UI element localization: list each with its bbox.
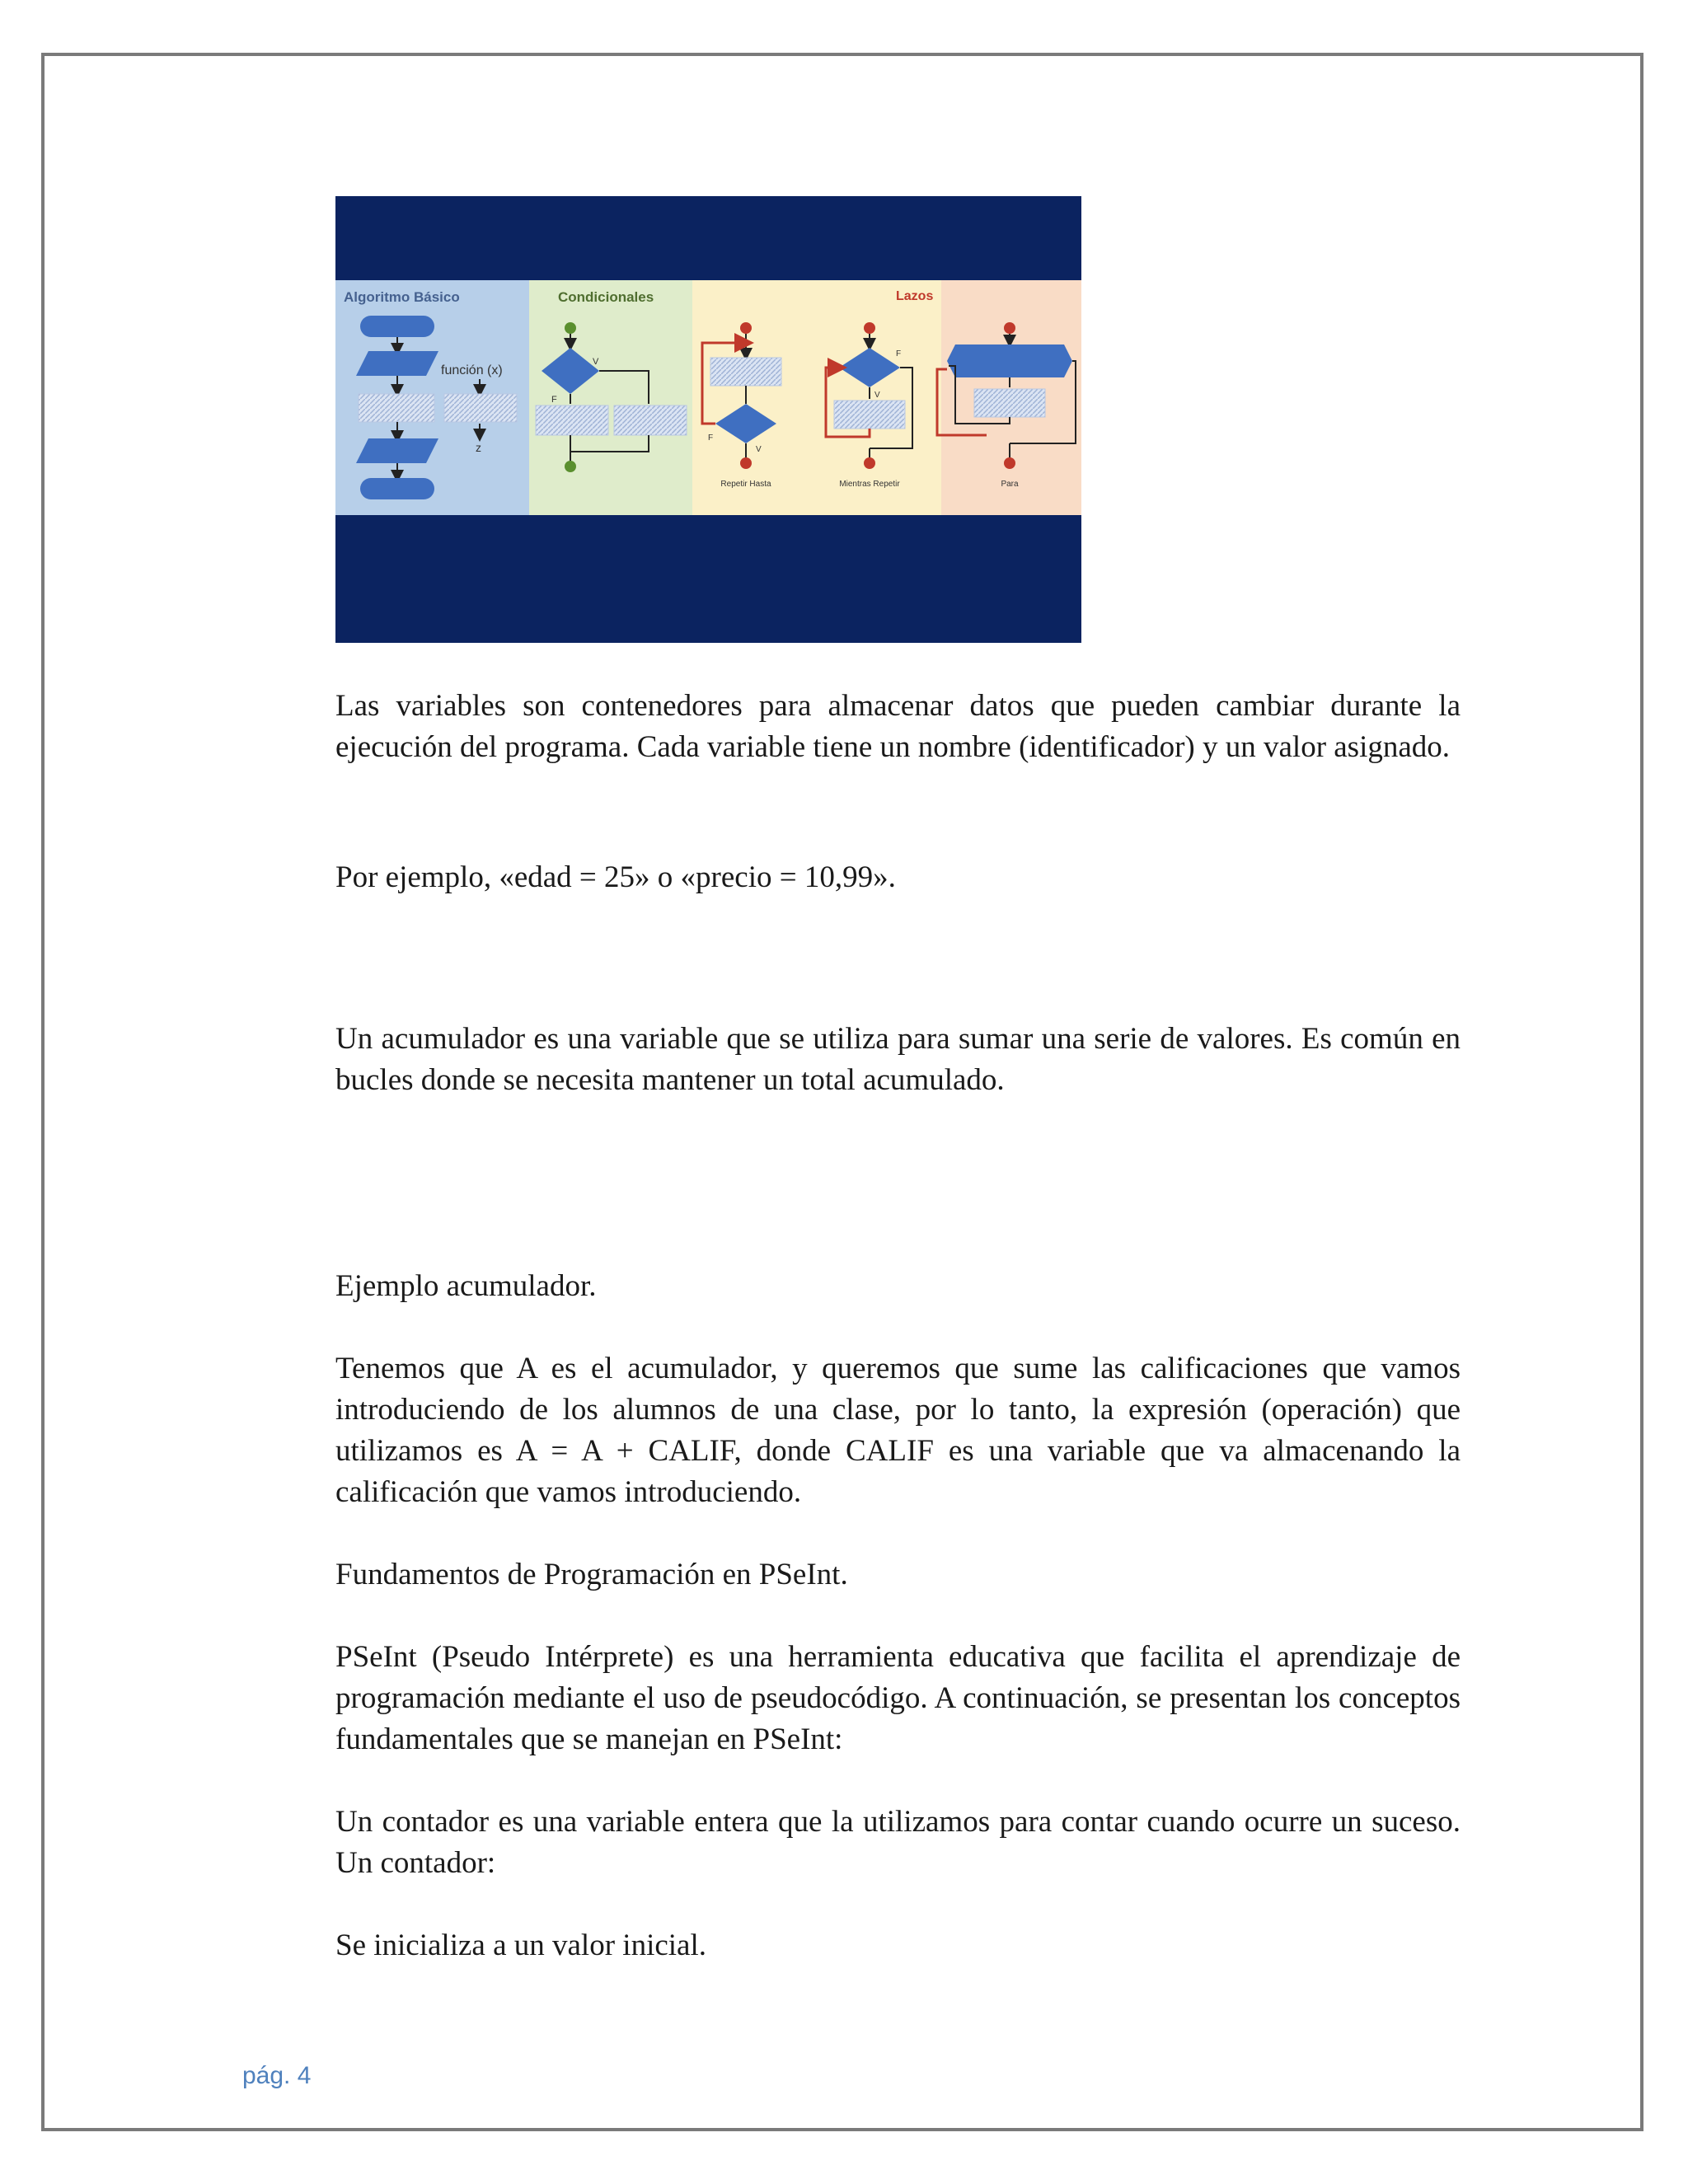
page-number: pág. 4 (242, 2062, 312, 2089)
paragraph-variables: Las variables son contenedores para almacenar datos que pueden cambiar durante la ejecución del programa. Cada variable tiene un nombre (identificador) y un valor asignado. (335, 689, 1461, 764)
paragraph-counter-init: Se inicializa a un valor inicial. (335, 1929, 706, 1962)
paragraph-accumulator-example: Tenemos que A es el acumulador, y queremos que sume las calificaciones que vamos introduciendo de los alumnos de una clase, por lo tanto, la expresión (operación) que utilizamos es A = A + CALIF, donde CALIF es una variable que va almacenando la calificación que vamos introduciendo. (335, 1352, 1461, 1509)
heading-accumulator-example: Ejemplo acumulador. (335, 1269, 597, 1303)
cond-f-label: F (551, 395, 557, 405)
repeat-f-label: F (708, 434, 714, 443)
repeat-v-label: V (756, 445, 762, 454)
cond-v-label: V (593, 357, 599, 367)
while-f-label: F (896, 349, 902, 359)
while-repeat-label: Mientras Repetir (839, 480, 900, 489)
while-v-label: V (874, 391, 880, 400)
for-label: Para (1001, 480, 1019, 489)
repeat-until-label: Repetir Hasta (720, 480, 771, 489)
section-title-loops: Lazos (896, 289, 934, 303)
function-label: función (x) (441, 363, 503, 377)
paragraph-variables-example: Por ejemplo, «edad = 25» o «precio = 10,99». (335, 860, 896, 894)
document-body (335, 0, 1461, 2184)
paragraph-counter: Un contador es una variable entera que la utilizamos para contar cuando ocurre un suceso. Un contador: (335, 1805, 1461, 1880)
z-label: z (476, 441, 481, 454)
section-title-conditionals: Condicionales (558, 289, 654, 305)
section-title-basic: Algoritmo Básico (344, 289, 460, 305)
heading-pseint-fundamentals: Fundamentos de Programación en PSeInt. (335, 1558, 848, 1591)
paragraph-pseint: PSeInt (Pseudo Intérprete) es una herramienta educativa que facilita el aprendizaje de programación mediante el uso de pseudocódigo. A continuación, se presentan los conceptos fundamentales que se manejan en PSeInt: (335, 1640, 1461, 1756)
paragraph-accumulator: Un acumulador es una variable que se utiliza para sumar una serie de valores. Es común en bucles donde se necesita mantener un total acumulado. (335, 1022, 1461, 1097)
